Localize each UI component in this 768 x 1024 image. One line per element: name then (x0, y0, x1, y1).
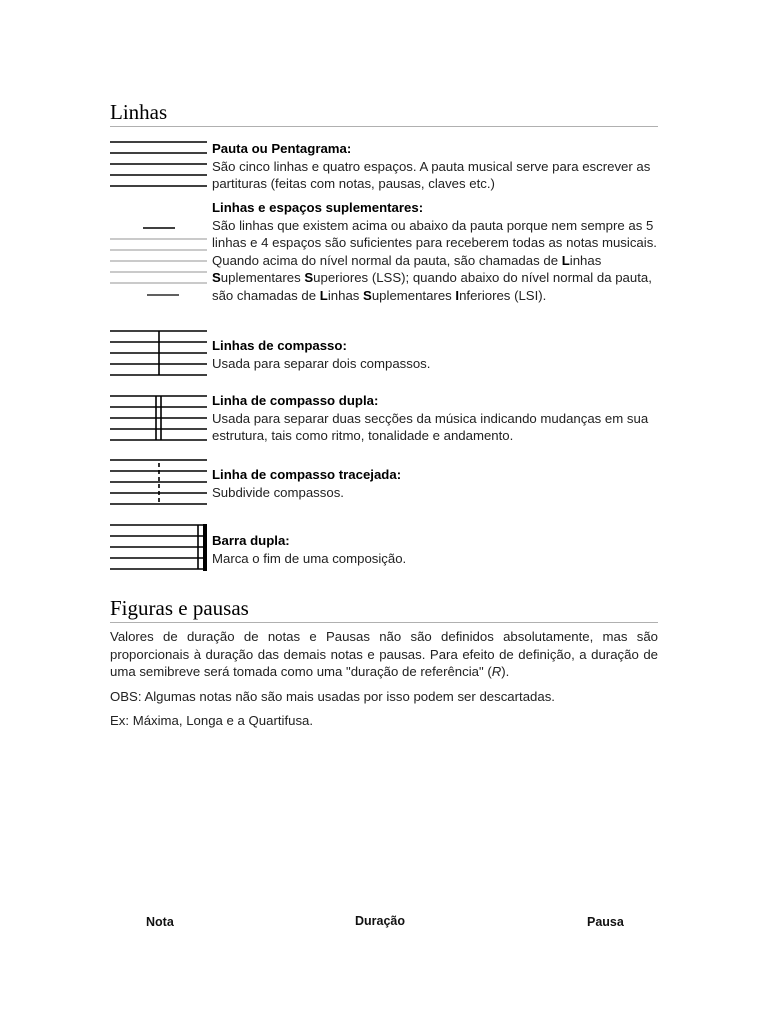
final-bar-illustration (110, 524, 210, 574)
bar-line-illustration (110, 330, 210, 380)
ledger-lines-illustration (110, 199, 210, 304)
obs-paragraph: OBS: Algumas notas não são mais usadas por isso podem ser descartadas. (110, 689, 555, 704)
item-title: Linhas de compasso: (212, 338, 347, 353)
example-paragraph: Ex: Máxima, Longa e a Quartifusa. (110, 713, 314, 728)
column-header-duration: Duração (355, 914, 406, 928)
item-body: Subdivide compassos. (212, 484, 344, 500)
item-title: Linhas e espaços suplementares: (212, 200, 424, 215)
section-heading-figures: Figuras e pausas (110, 596, 658, 623)
item-text (212, 392, 668, 445)
staff-illustration (110, 140, 210, 190)
item-text (212, 532, 668, 567)
item-title: Pauta ou Pentagrama: (212, 141, 352, 156)
item-text (212, 140, 668, 193)
column-header-note: Nota (146, 915, 174, 929)
column-header-rest: Pausa (587, 915, 624, 929)
item-body: São linhas que existem acima ou abaixo da pauta porque nem sempre as 5 linhas e 4 espaços são suficientes para receberem todas as notas musicais. Quando acima do nível normal da pauta, são chamadas de Linhas Suplementares Superiores (LSS); quando abaixo do nível normal da pauta, são chamadas de Linhas Suplementares Inferiores (LSI). (212, 217, 657, 303)
item-title: Linha de compasso tracejada: (212, 467, 402, 482)
item-body: Usada para separar dois compassos. (212, 355, 431, 371)
item-title: Barra dupla: (212, 533, 290, 548)
item-text (212, 466, 668, 501)
item-body: Usada para separar duas secções da música indicando mudanças em sua estrutura, tais como ritmo, tonalidade e andamento. (212, 410, 649, 443)
item-title: Linha de compasso dupla: (212, 393, 379, 408)
dashed-bar-line-illustration (110, 459, 210, 509)
figures-intro-paragraph: Valores de duração de notas e Pausas não são definidos absolutamente, mas são proporcionais à duração das demais notas e pausas. Para efeito de definição, a duração de uma semibreve será tomada como uma "duração de referência" (R). (110, 629, 658, 679)
item-text (212, 199, 668, 304)
item-text (212, 337, 668, 372)
double-bar-line-illustration (110, 395, 210, 445)
item-body: São cinco linhas e quatro espaços. A pauta musical serve para escrever as partituras (feitas com notas, pausas, claves etc.) (212, 158, 651, 191)
section-heading-lines: Linhas (110, 100, 658, 127)
item-body: Marca o fim de uma composição. (212, 550, 407, 566)
